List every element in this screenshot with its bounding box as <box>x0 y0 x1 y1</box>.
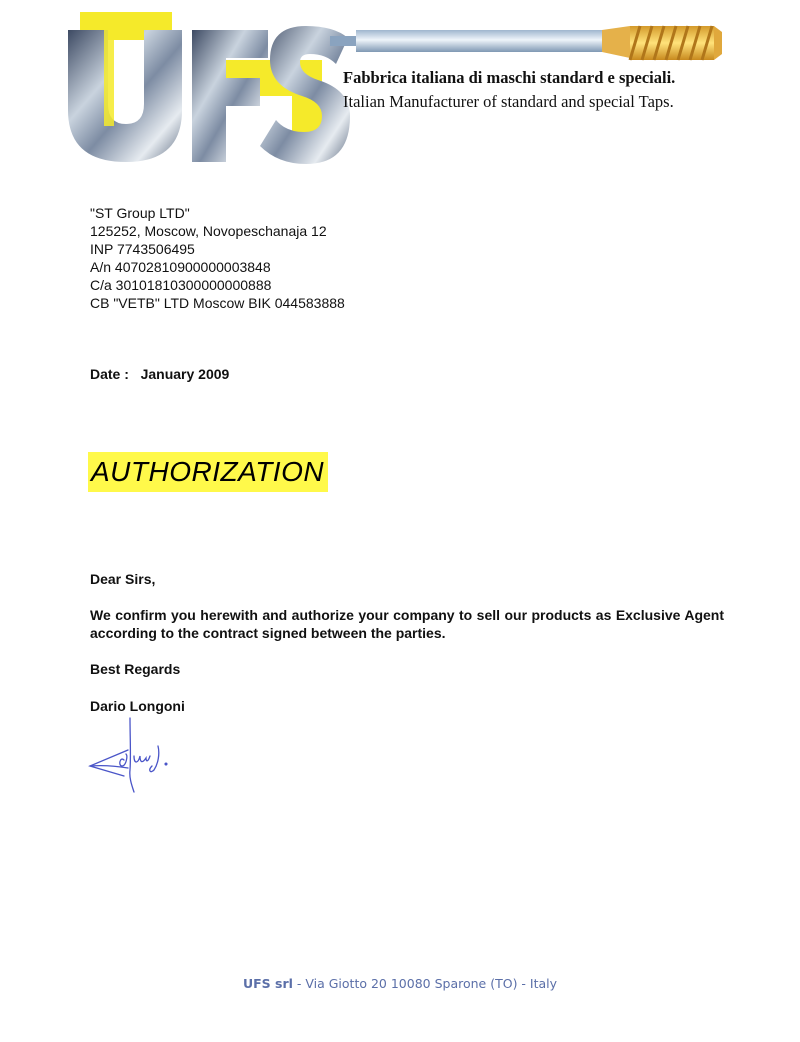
tagline-english: Italian Manufacturer of standard and special Taps. <box>343 92 674 111</box>
footer-company: UFS srl <box>242 976 293 991</box>
title-highlight <box>88 452 328 492</box>
recipient-line: A/n 40702810900000003848 <box>90 259 271 275</box>
recipient-line: INP 7743506495 <box>90 241 195 257</box>
recipient-address <box>90 204 345 312</box>
date-line <box>90 366 229 382</box>
recipient-line: "ST Group LTD" <box>90 205 190 221</box>
closing: Best Regards <box>90 661 181 677</box>
document-title: AUTHORIZATION <box>91 456 325 487</box>
date-value: January 2009 <box>140 366 230 382</box>
letter-body: We confirm you herewith and authorize your company to sell our products as Exclusive Agent according to the contract signed between the parties. <box>90 607 724 641</box>
footer-street: - Via Giotto 20 10080 Sparone (TO) - Italy <box>292 976 558 991</box>
tap-illustration-icon <box>330 20 722 66</box>
signer-name: Dario Longoni <box>90 698 185 714</box>
date-label: Date : <box>90 366 129 382</box>
recipient-line: C/a 30101810300000000888 <box>90 277 272 293</box>
ufs-logo <box>64 12 354 168</box>
signature-icon <box>84 716 184 796</box>
footer-address <box>0 976 800 991</box>
salutation: Dear Sirs, <box>90 571 156 587</box>
tagline-italian: Fabbrica italiana di maschi standard e speciali. <box>343 68 676 87</box>
recipient-line: 125252, Moscow, Novopeschanaja 12 <box>90 223 327 239</box>
recipient-line: CB "VETB" LTD Moscow BIK 044583888 <box>90 295 345 311</box>
